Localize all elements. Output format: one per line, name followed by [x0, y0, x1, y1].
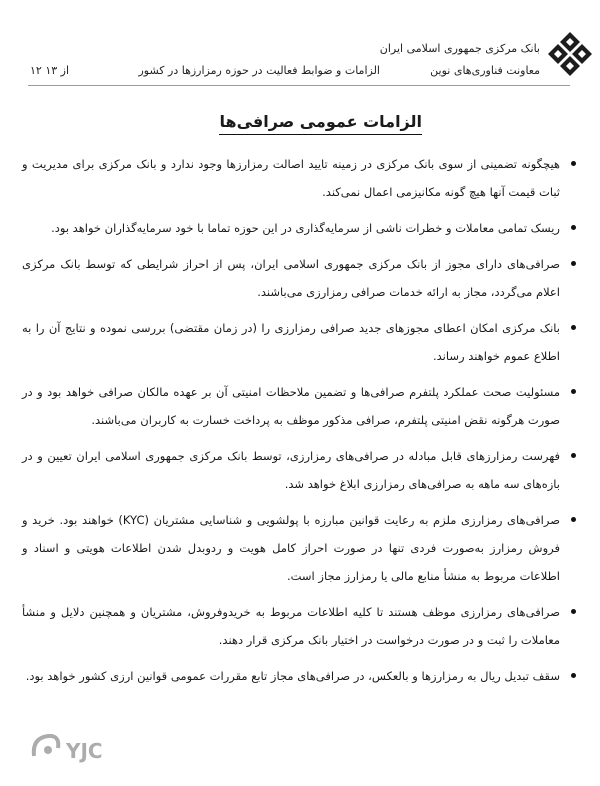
bullet-icon: [571, 453, 576, 458]
list-item: [22, 150, 578, 206]
department-name: معاونت فناوری‌های نوین: [430, 64, 540, 77]
list-item-text: صرافی‌های رمزارزی ملزم به رعایت قوانین مبارزه با پولشویی و شناسایی مشتریان (KYC) خواهند بود. خرید و فروش رمزارز به‌صورت فردی تنها در صورت احراز کامل هویت و ردوبدل شدن اطلاعات هویتی و اسناد و اطلاعات مربوط به منشأ منابع مالی یا رمزارز مجاز است.: [22, 513, 560, 583]
page-header: [0, 0, 600, 90]
bullet-icon: [571, 517, 576, 522]
list-item-text: سقف تبدیل ریال به رمزارزها و بالعکس، در صرافی‌های مجاز تابع مقررات عمومی قوانین ارزی کشور خواهد بود.: [25, 669, 560, 683]
list-item: [22, 314, 578, 370]
list-item: [22, 378, 578, 434]
header-divider: [28, 85, 570, 86]
list-item-text: صرافی‌های رمزارزی موظف هستند تا کلیه اطلاعات مربوط به خریدوفروش، مشتریان و همچنین دلایل و منشأ معاملات را ثبت و در صورت درخواست در اختیار بانک مرکزی قرار دهند.: [22, 605, 560, 647]
list-item-text: صرافی‌های دارای مجوز از بانک مرکزی جمهوری اسلامی ایران، پس از احراز شرایطی که توسط بانک مرکزی اعلام می‌گردد، مجاز به ارائه خدمات صرافی رمزارزی می‌باشند.: [22, 257, 560, 299]
bullet-icon: [571, 161, 576, 166]
bullet-icon: [571, 325, 576, 330]
list-item: [22, 214, 578, 242]
list-item-text: مسئولیت صحت عملکرد پلتفرم صرافی‌ها و تضمین ملاحظات امنیتی آن بر عهده مالکان صرافی خواهد بود و در صورت هرگونه نقض امنیتی پلتفرم، صرافی مذکور موظف به پرداخت خسارت به کاربران می‌باشند.: [22, 385, 560, 427]
bullet-icon: [571, 261, 576, 266]
bullet-icon: [571, 225, 576, 230]
list-item: [22, 442, 578, 498]
document-title: الزامات و ضوابط فعالیت در حوزه رمزارزها در کشور: [138, 64, 380, 77]
list-item: [22, 598, 578, 654]
watermark-text: YJC: [66, 739, 103, 763]
list-item: [22, 506, 578, 590]
bullet-icon: [571, 609, 576, 614]
section-title: الزامات عمومی صرافی‌ها: [219, 112, 422, 135]
list-item-text: ریسک تمامی معاملات و خطرات ناشی از سرمایه‌گذاری در این حوزه تماما با خود سرمایه‌گذاران خواهد بود.: [51, 221, 560, 235]
requirements-list: [22, 150, 578, 698]
central-bank-logo-icon: [546, 30, 594, 78]
yjc-watermark-icon: [28, 726, 120, 772]
organization-name: بانک مرکزی جمهوری اسلامی ایران: [379, 42, 540, 55]
bullet-icon: [571, 673, 576, 678]
list-item: [22, 250, 578, 306]
list-item-text: بانک مرکزی امکان اعطای مجوزهای جدید صرافی رمزارزی را (در زمان مقتضی) بررسی نموده و نتایج آن را به اطلاع عموم خواهند رساند.: [22, 321, 560, 363]
bullet-icon: [571, 389, 576, 394]
page-number: ۱۲ از ۱۳: [30, 64, 70, 77]
list-item-text: فهرست رمزارزهای قابل مبادله در صرافی‌های رمزارزی، توسط بانک مرکزی جمهوری اسلامی ایران تعیین و در بازه‌های سه ماهه به صرافی‌های رمزارزی ابلاغ خواهد شد.: [22, 449, 560, 491]
list-item-text: هیچگونه تضمینی از سوی بانک مرکزی در زمینه تایید اصالت رمزارزها وجود ندارد و بانک مرکزی برای مدیریت و ثبات قیمت آنها هیچ گونه مکانیزمی اعمال نمی‌کند.: [22, 157, 560, 199]
list-item: [22, 662, 578, 690]
